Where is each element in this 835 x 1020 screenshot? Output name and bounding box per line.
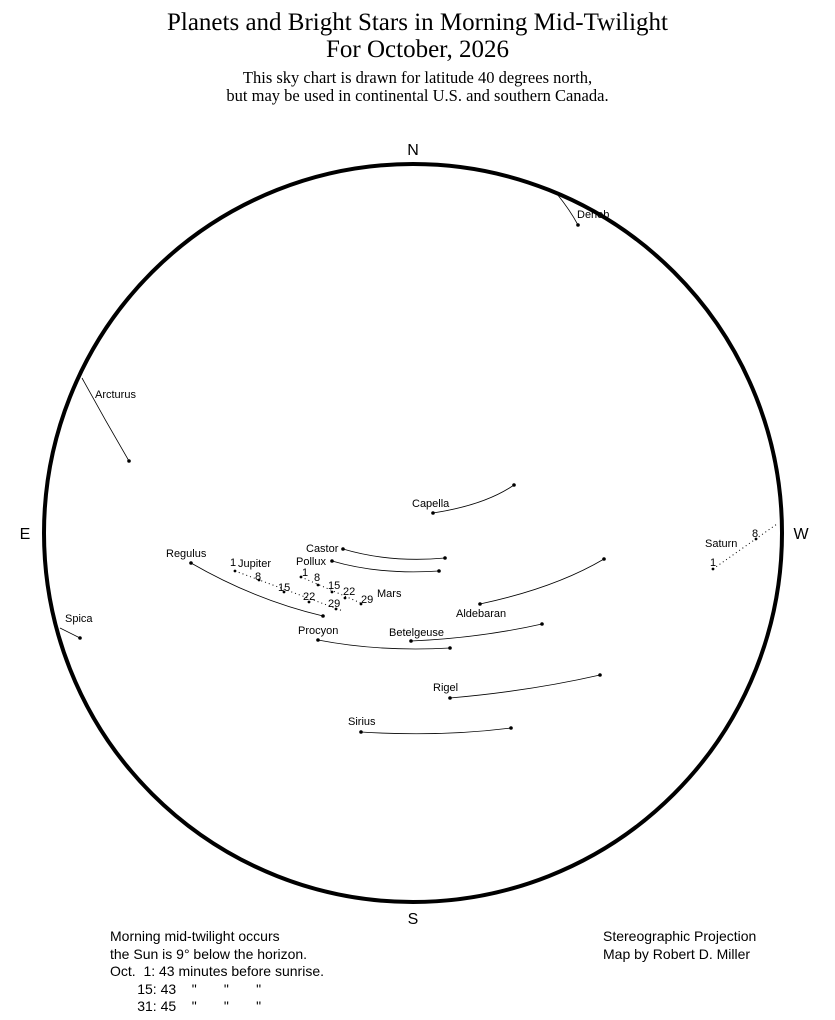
compass-north: N xyxy=(407,142,419,159)
star-sirius-end xyxy=(509,726,513,730)
jupiter-date-1: 1 xyxy=(230,557,237,569)
projection-label: Stereographic Projection xyxy=(603,928,757,944)
chart-title: Planets and Bright Stars in Morning Mid-Twilight xyxy=(166,9,668,36)
arc-aldebaran xyxy=(480,559,604,604)
mars-date-22: 22 xyxy=(343,586,356,598)
twilight-notes xyxy=(110,928,324,1016)
star-deneb xyxy=(576,223,580,227)
label-pollux: Pollux xyxy=(296,556,326,568)
label-rigel: Rigel xyxy=(433,682,459,694)
twilight-note-line4: 15: 43 " " " xyxy=(110,980,262,997)
compass-west: W xyxy=(793,526,809,543)
label-jupiter: Jupiter xyxy=(238,558,272,570)
star-dots xyxy=(78,223,606,734)
mars-date-29: 29 xyxy=(361,594,374,606)
mars-date-8: 8 xyxy=(314,572,321,584)
arc-procyon xyxy=(318,640,450,649)
label-sirius: Sirius xyxy=(348,716,376,728)
star-pollux xyxy=(330,559,334,563)
label-procyon: Procyon xyxy=(298,625,339,637)
star-spica xyxy=(78,636,82,640)
label-deneb: Deneb xyxy=(577,209,610,221)
star-betelgeuse-end xyxy=(540,622,544,626)
star-aldebaran-end xyxy=(602,557,606,561)
label-saturn: Saturn xyxy=(705,538,738,550)
label-spica: Spica xyxy=(65,613,93,625)
star-castor xyxy=(341,547,345,551)
projection-credits xyxy=(603,928,756,963)
chart-title-month: For October, 2026 xyxy=(326,36,509,63)
arc-pollux xyxy=(332,561,439,572)
star-castor-end xyxy=(443,556,447,560)
horizon-circle xyxy=(44,164,782,902)
twilight-note-line2: the Sun is 9° below the horizon. xyxy=(110,945,308,962)
jupiter-date-8: 8 xyxy=(255,571,262,583)
label-mars: Mars xyxy=(377,588,402,600)
label-aldebaran: Aldebaran xyxy=(456,608,507,620)
chart-subtitle-line2: but may be used in continental U.S. and southern Canada. xyxy=(226,86,609,105)
twilight-note-line1: Morning mid-twilight occurs xyxy=(110,928,280,944)
star-capella xyxy=(431,511,435,515)
label-betelgeuse: Betelgeuse xyxy=(389,627,445,639)
planet-labels xyxy=(230,528,758,610)
mars-date-1: 1 xyxy=(302,567,309,579)
arc-spica xyxy=(60,628,80,638)
jupiter-date-15: 15 xyxy=(278,582,291,594)
compass-east: E xyxy=(19,526,31,543)
star-procyon xyxy=(316,638,320,642)
star-aldebaran xyxy=(478,602,482,606)
star-sirius xyxy=(359,730,363,734)
jupiter-pos-1 xyxy=(234,570,237,573)
twilight-note-line3: Oct. 1: 43 minutes before sunrise. xyxy=(110,963,324,979)
jupiter-date-22: 22 xyxy=(303,591,316,603)
map-credit: Map by Robert D. Miller xyxy=(603,945,751,962)
star-capella-end xyxy=(512,483,516,487)
star-regulus xyxy=(189,561,193,565)
star-rigel xyxy=(448,696,452,700)
mars-date-15: 15 xyxy=(328,580,341,592)
star-regulus-end xyxy=(321,614,325,618)
star-procyon-end xyxy=(448,646,452,650)
star-labels xyxy=(65,209,609,728)
label-castor: Castor xyxy=(306,543,339,555)
jupiter-date-29: 29 xyxy=(328,598,341,610)
star-pollux-end xyxy=(437,569,441,573)
label-capella: Capella xyxy=(412,498,450,510)
star-betelgeuse xyxy=(409,639,413,643)
star-arcs xyxy=(60,194,604,734)
arc-rigel xyxy=(450,675,600,698)
arc-castor xyxy=(343,549,445,559)
saturn-date-1: 1 xyxy=(710,557,717,569)
star-arcturus xyxy=(127,459,131,463)
chart-subtitle-line1: This sky chart is drawn for latitude 40 degrees north, xyxy=(242,68,593,87)
star-rigel-end xyxy=(598,673,602,677)
saturn-date-8: 8 xyxy=(752,528,759,540)
mars-pos-8 xyxy=(317,584,320,587)
twilight-note-line5: 31: 45 " " " xyxy=(110,998,262,1014)
arc-sirius xyxy=(361,728,511,734)
compass-south: S xyxy=(407,911,419,928)
label-arcturus: Arcturus xyxy=(95,389,136,401)
label-regulus: Regulus xyxy=(166,548,207,560)
